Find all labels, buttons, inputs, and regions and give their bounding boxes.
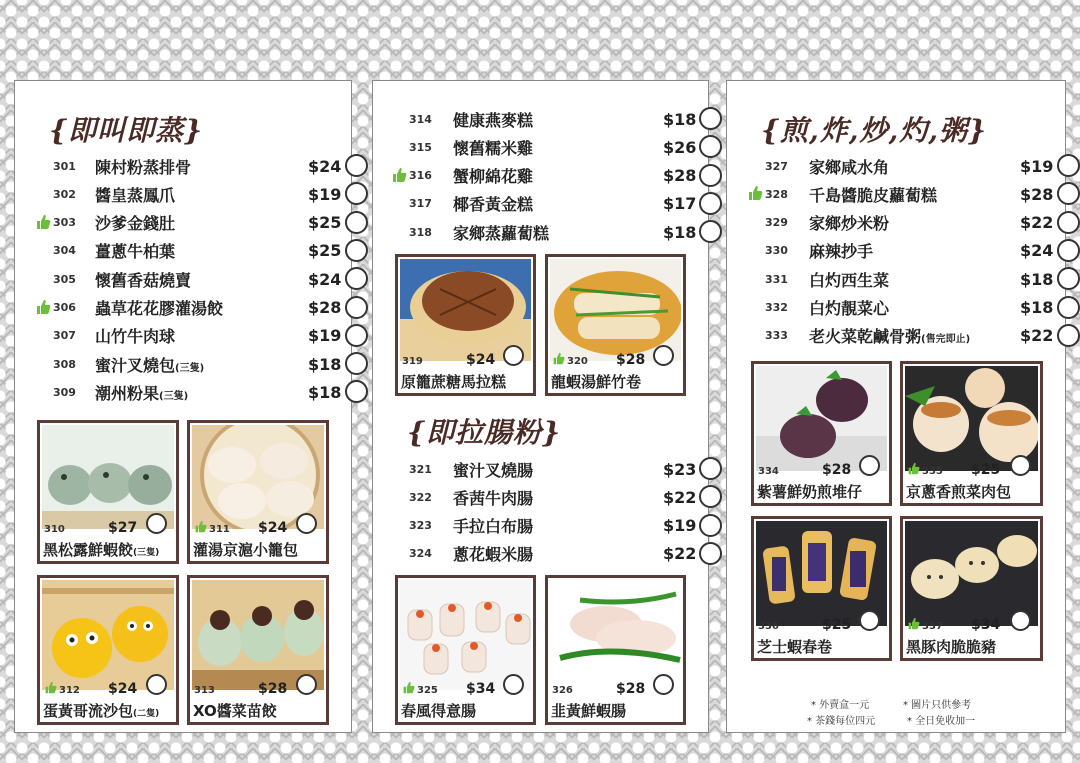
order-checkbox[interactable]	[859, 455, 880, 476]
photo-item-price: $25	[971, 462, 1001, 478]
photo-item-code-text: 326	[552, 685, 573, 696]
order-checkbox[interactable]	[345, 154, 368, 177]
item-name	[809, 155, 889, 178]
item-code: 304	[53, 244, 76, 258]
item-name-text: 潮州粉果	[95, 383, 160, 403]
item-price: $18	[1020, 298, 1054, 317]
photo-item-name-text: 京蔥香煎菜肉包	[906, 483, 1012, 501]
photo-item-code-text: 312	[59, 685, 80, 696]
photo-item-name	[757, 636, 832, 657]
photo-item-name	[43, 539, 159, 560]
photo-item-name-text: 黑豚肉脆脆豬	[906, 638, 997, 656]
menu-item-321	[409, 455, 725, 483]
item-name	[809, 296, 889, 319]
photo-card-335[interactable]	[900, 361, 1043, 506]
item-price: $18	[308, 382, 342, 402]
item-name	[809, 268, 889, 291]
menu-panel-steamed	[14, 80, 352, 733]
menu-item-302	[53, 180, 371, 208]
photo-card-319[interactable]	[395, 254, 536, 396]
photo-item-name-text: 春風得意腸	[401, 702, 477, 720]
photo-item-name-text: 紫薯鮮奶煎堆仔	[757, 483, 863, 501]
order-checkbox[interactable]	[345, 239, 368, 262]
photo-caption	[194, 519, 322, 535]
menu-item-308	[53, 350, 371, 378]
note-no-service-charge: * 全日免收加一	[907, 716, 976, 727]
photo-item-code	[194, 520, 230, 535]
photo-item-price: $28	[258, 681, 288, 697]
photo-item-code-text: 325	[417, 685, 438, 696]
item-code: 328	[765, 187, 788, 201]
order-checkbox[interactable]	[296, 674, 317, 695]
photo-caption	[552, 351, 679, 367]
order-checkbox[interactable]	[345, 267, 368, 290]
photo-item-code	[758, 466, 779, 477]
order-checkbox[interactable]	[699, 514, 722, 537]
photo-caption	[194, 680, 322, 696]
photo-item-price: $28	[616, 681, 646, 697]
item-name	[453, 486, 533, 509]
item-name	[453, 458, 533, 481]
photo-item-price: $28	[822, 462, 852, 478]
order-checkbox[interactable]	[503, 345, 524, 366]
photo-item-code	[402, 681, 438, 696]
menu-item-316	[409, 162, 725, 190]
item-name	[453, 192, 533, 215]
photo-caption	[402, 680, 529, 696]
menu-item-318	[409, 218, 725, 246]
order-checkbox[interactable]	[345, 352, 368, 375]
item-code: 306	[53, 301, 76, 314]
item-price: $19	[1020, 156, 1054, 176]
item-name	[95, 211, 175, 234]
menu-item-330	[765, 237, 1080, 265]
menu-item-314	[409, 105, 725, 133]
item-name	[95, 296, 223, 319]
order-checkbox[interactable]	[699, 135, 722, 158]
item-price: $22	[1020, 326, 1054, 346]
order-checkbox[interactable]	[699, 542, 722, 565]
item-name	[809, 211, 889, 234]
photo-item-name-text: XO醬菜苗餃	[193, 702, 277, 720]
photo-card-337[interactable]	[900, 516, 1043, 661]
item-code: 327	[765, 159, 788, 173]
item-price: $18	[663, 109, 697, 129]
item-name	[95, 155, 191, 178]
photo-item-price: $24	[466, 352, 496, 368]
photo-card-326[interactable]	[545, 575, 686, 725]
photo-item-price: $25	[822, 617, 852, 633]
menu-item-331	[765, 265, 1080, 293]
item-price: $28	[663, 166, 697, 186]
item-code: 301	[53, 159, 76, 173]
thumbs-up-icon	[35, 299, 51, 315]
item-name	[453, 542, 533, 565]
photo-item-code-text: 311	[209, 524, 230, 535]
section-title-steamed: {即叫即蒸}	[49, 114, 204, 147]
item-name	[95, 353, 204, 376]
item-code: 302	[53, 187, 76, 201]
item-price: $22	[1020, 213, 1054, 233]
item-code: 315	[409, 140, 432, 154]
note-tea-charge: * 茶錢每位四元	[807, 716, 876, 727]
menu-item-333	[765, 322, 1080, 350]
photo-item-name	[906, 636, 996, 657]
item-price: $28	[308, 298, 342, 317]
item-name	[453, 136, 533, 159]
menu-item-322	[409, 483, 725, 511]
item-name-text: 家鄉咸水角	[809, 157, 890, 177]
photo-card-313[interactable]	[187, 575, 329, 725]
photo-item-code-text: 313	[194, 685, 215, 696]
item-code: 316	[409, 169, 432, 183]
order-checkbox[interactable]	[1057, 239, 1080, 262]
item-code: 323	[409, 519, 432, 533]
photo-item-code	[758, 621, 779, 632]
photo-card-310[interactable]	[37, 420, 179, 564]
item-name	[453, 221, 549, 244]
thumbs-up-icon	[402, 681, 415, 694]
photo-card-312[interactable]	[37, 575, 179, 725]
item-name-text: 白灼西生菜	[809, 270, 890, 290]
photo-item-code	[402, 356, 423, 367]
order-checkbox[interactable]	[345, 182, 368, 205]
item-name-text: 沙爹金錢肚	[95, 214, 176, 234]
menu-item-309	[53, 378, 371, 406]
item-name-text: 健康燕麥糕	[453, 110, 534, 130]
menu-item-332	[765, 294, 1080, 322]
item-price: $25	[308, 241, 342, 261]
photo-item-code	[907, 617, 943, 632]
item-name-text: 家鄉炒米粉	[809, 214, 890, 234]
photo-caption	[758, 616, 885, 632]
order-checkbox[interactable]	[296, 513, 317, 534]
thumbs-up-icon	[194, 520, 207, 533]
order-checkbox[interactable]	[146, 674, 167, 695]
photo-item-price: $34	[971, 617, 1001, 633]
item-price: $19	[308, 184, 342, 204]
photo-item-code	[907, 462, 943, 477]
item-code: 303	[53, 216, 76, 230]
menu-panel-fried	[726, 80, 1066, 733]
item-code: 321	[409, 462, 432, 476]
order-checkbox[interactable]	[699, 457, 722, 480]
item-code: 333	[765, 329, 788, 343]
item-name-text: 蜜汁叉燒腸	[453, 460, 534, 480]
item-price: $28	[1020, 184, 1054, 204]
menu-item-304	[53, 237, 371, 265]
menu-item-306	[53, 294, 371, 322]
menu-item-328	[765, 180, 1080, 208]
note-photo-reference: * 圖片只供參考	[903, 700, 972, 711]
photo-item-name-text: 黑松露鮮蝦餃	[43, 541, 134, 559]
order-checkbox[interactable]	[699, 164, 722, 187]
item-price: $22	[663, 487, 697, 507]
item-note: (售完即止)	[921, 334, 971, 346]
menu-item-327	[765, 152, 1080, 180]
order-checkbox[interactable]	[653, 345, 674, 366]
item-name-text: 老火菜乾鹹骨粥	[809, 327, 922, 347]
photo-item-name	[551, 700, 626, 721]
item-name	[453, 108, 533, 131]
section-title-rice-rolls: {即拉腸粉}	[407, 416, 562, 449]
thumbs-up-icon	[907, 617, 920, 630]
photo-item-name	[401, 700, 476, 721]
item-code: 305	[53, 272, 76, 286]
item-price: $24	[308, 269, 342, 289]
item-code: 331	[765, 272, 788, 286]
item-price: $23	[663, 459, 697, 479]
item-name-text: 麻辣抄手	[809, 242, 874, 262]
item-note: (三隻)	[159, 390, 189, 402]
order-checkbox[interactable]	[653, 674, 674, 695]
item-code: 324	[409, 547, 432, 561]
item-price: $25	[308, 213, 342, 233]
item-name-text: 手拉白布腸	[453, 517, 534, 537]
menu-item-324	[409, 540, 725, 568]
menu-item-301	[53, 152, 371, 180]
item-name-text: 椰香黃金糕	[453, 195, 534, 215]
menu-item-305	[53, 265, 371, 293]
photo-item-code	[44, 681, 80, 696]
photo-caption	[44, 519, 172, 535]
photo-item-name	[193, 539, 298, 560]
item-code: 329	[765, 216, 788, 230]
photo-item-name-text: 龍蝦湯鮮竹卷	[551, 373, 642, 391]
menu-item-323	[409, 512, 725, 540]
photo-caption	[44, 680, 172, 696]
item-name	[453, 164, 533, 187]
menu-panel-cakes-rolls	[372, 80, 709, 733]
item-price: $18	[1020, 269, 1054, 289]
item-price: $19	[663, 516, 697, 536]
item-name	[809, 239, 873, 262]
item-name-text: 蟲草花花膠灌湯餃	[95, 299, 224, 318]
photo-item-name-text: 韭黃鮮蝦腸	[551, 702, 627, 720]
item-price: $26	[663, 137, 697, 157]
order-checkbox[interactable]	[699, 485, 722, 508]
order-checkbox[interactable]	[345, 211, 368, 234]
order-checkbox[interactable]	[1057, 267, 1080, 290]
item-code: 318	[409, 225, 432, 239]
menu-item-329	[765, 209, 1080, 237]
section-title-fried: {煎,炸,炒,灼,粥}	[761, 114, 988, 147]
order-checkbox[interactable]	[345, 296, 368, 319]
item-name	[809, 324, 970, 347]
item-code: 322	[409, 490, 432, 504]
item-price: $24	[1020, 241, 1054, 261]
item-name	[95, 381, 188, 404]
item-code: 330	[765, 244, 788, 258]
item-name-text: 蜜汁叉燒包	[95, 355, 176, 375]
item-name-text: 山竹牛肉球	[95, 327, 176, 347]
photo-item-name	[401, 371, 506, 392]
photo-item-price: $24	[258, 520, 288, 536]
order-checkbox[interactable]	[1010, 455, 1031, 476]
order-checkbox[interactable]	[345, 324, 368, 347]
item-price: $18	[308, 354, 342, 374]
order-checkbox[interactable]	[1057, 211, 1080, 234]
photo-item-name-text: 蛋黃哥流沙包	[43, 702, 134, 720]
photo-item-code-text: 336	[758, 621, 779, 632]
photo-item-note: (三隻)	[133, 548, 160, 558]
item-code: 309	[53, 385, 76, 399]
order-checkbox[interactable]	[859, 610, 880, 631]
photo-item-code	[44, 524, 65, 535]
item-name-text: 懷舊糯米雞	[453, 138, 534, 158]
item-name-text: 白灼靚菜心	[809, 299, 890, 318]
order-checkbox[interactable]	[1057, 324, 1080, 347]
photo-item-code	[552, 352, 588, 367]
photo-item-name	[906, 481, 1011, 502]
order-checkbox[interactable]	[345, 380, 368, 403]
item-code: 314	[409, 112, 432, 126]
item-name	[95, 268, 191, 291]
item-name	[95, 324, 175, 347]
item-price: $18	[663, 222, 697, 242]
item-name	[809, 183, 937, 206]
item-name-text: 醬皇蒸鳳爪	[95, 185, 176, 205]
photo-item-code-text: 319	[402, 356, 423, 367]
photo-item-code-text: 335	[922, 466, 943, 477]
photo-card-320[interactable]	[545, 254, 686, 396]
item-name-text: 陳村粉蒸排骨	[95, 157, 192, 177]
order-checkbox[interactable]	[1057, 182, 1080, 205]
menu-item-317	[409, 190, 725, 218]
photo-card-311[interactable]	[187, 420, 329, 564]
photo-caption	[552, 680, 679, 696]
item-note: (三隻)	[175, 362, 205, 374]
item-price: $22	[663, 544, 697, 564]
photo-item-code-text: 334	[758, 466, 779, 477]
item-name-text: 香茜牛肉腸	[453, 488, 534, 508]
item-code: 332	[765, 301, 788, 314]
photo-card-325[interactable]	[395, 575, 536, 725]
order-checkbox[interactable]	[699, 220, 722, 243]
order-checkbox[interactable]	[699, 192, 722, 215]
photo-item-name-text: 芝士蝦春卷	[757, 638, 833, 656]
photo-item-code-text: 337	[922, 621, 943, 632]
photo-item-price: $27	[108, 520, 138, 536]
item-name-text: 蟹柳綿花雞	[453, 167, 534, 187]
item-price: $19	[308, 326, 342, 346]
photo-caption	[758, 461, 885, 477]
photo-item-name-text: 原籠蔗糖馬拉糕	[401, 373, 507, 391]
photo-item-code-text: 310	[44, 524, 65, 535]
order-checkbox[interactable]	[1057, 296, 1080, 319]
photo-card-336[interactable]	[751, 516, 892, 661]
photo-item-price: $34	[466, 681, 496, 697]
item-name-text: 薑蔥牛柏葉	[95, 242, 176, 262]
item-code: 307	[53, 329, 76, 343]
photo-item-name	[551, 371, 641, 392]
photo-caption	[907, 616, 1036, 632]
menu-item-303	[53, 209, 371, 237]
item-name-text: 千島醬脆皮蘿蔔糕	[809, 185, 938, 205]
thumbs-up-icon	[907, 462, 920, 475]
photo-item-price: $28	[616, 352, 646, 368]
item-name-text: 懷舊香菇燒賣	[95, 270, 192, 290]
order-checkbox[interactable]	[503, 674, 524, 695]
menu-item-315	[409, 133, 725, 161]
photo-item-note: (二隻)	[133, 709, 160, 719]
photo-item-code	[552, 685, 573, 696]
item-price: $24	[308, 156, 342, 176]
item-name	[95, 239, 175, 262]
item-name-text: 蔥花蝦米腸	[453, 545, 534, 565]
menu-item-307	[53, 322, 371, 350]
photo-item-price: $24	[108, 681, 138, 697]
photo-caption	[907, 461, 1036, 477]
photo-item-name-text: 灌湯京滬小籠包	[193, 541, 299, 559]
note-takeaway: * 外賣盒一元	[811, 700, 870, 711]
order-checkbox[interactable]	[146, 513, 167, 534]
photo-caption	[402, 351, 529, 367]
thumbs-up-icon	[35, 214, 51, 230]
thumbs-up-icon	[552, 352, 565, 365]
thumbs-up-icon	[391, 167, 407, 183]
item-name	[453, 514, 533, 537]
order-checkbox[interactable]	[1010, 610, 1031, 631]
item-name-text: 家鄉蒸蘿蔔糕	[453, 223, 550, 243]
order-checkbox[interactable]	[699, 107, 722, 130]
photo-item-name	[193, 700, 277, 721]
thumbs-up-icon	[44, 681, 57, 694]
item-code: 317	[409, 197, 432, 211]
photo-item-name	[757, 481, 862, 502]
photo-item-code	[194, 685, 215, 696]
order-checkbox[interactable]	[1057, 154, 1080, 177]
photo-item-name	[43, 700, 159, 721]
thumbs-up-icon	[747, 185, 763, 201]
item-code: 308	[53, 357, 76, 371]
item-price: $17	[663, 194, 697, 214]
photo-item-code-text: 320	[567, 356, 588, 367]
photo-card-334[interactable]	[751, 361, 892, 506]
item-name	[95, 183, 175, 206]
